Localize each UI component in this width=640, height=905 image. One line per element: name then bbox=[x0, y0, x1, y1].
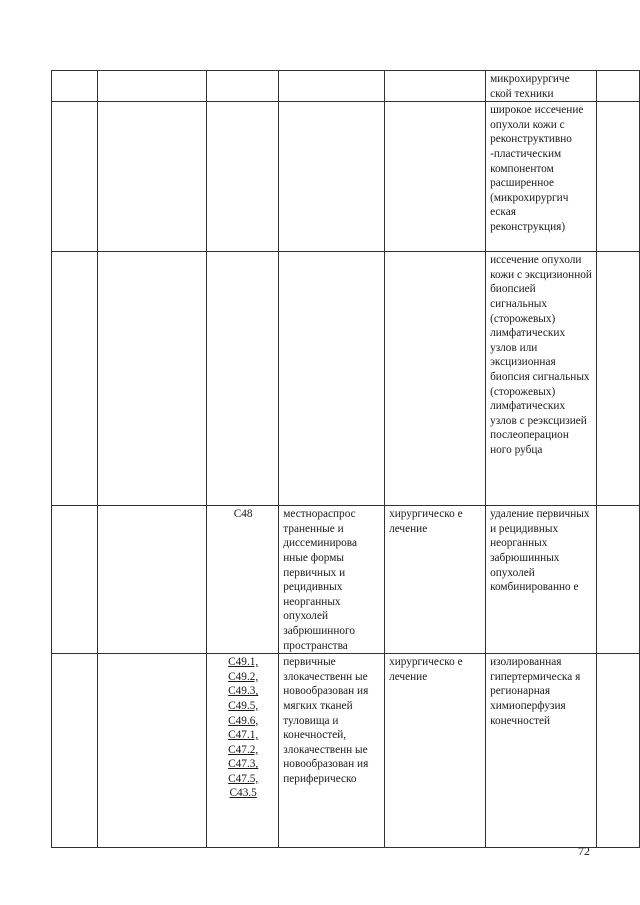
icd-code: C47.3, bbox=[228, 758, 259, 771]
number-cell bbox=[52, 71, 98, 102]
description-cell: местнораспрос траненные и диссеминирова нные формы первичных и рецидивных неорганных опухолей забрюшинного пространства bbox=[279, 506, 385, 654]
code-cell bbox=[207, 71, 279, 102]
icd-code: C43.5 bbox=[229, 787, 257, 800]
icd-code: C49.2, bbox=[228, 670, 259, 683]
icd-code: C49.6, bbox=[228, 714, 259, 727]
norm-cell bbox=[596, 506, 639, 654]
icd-code: C49.1, bbox=[228, 656, 259, 669]
code-cell bbox=[207, 102, 279, 252]
number-cell bbox=[52, 506, 98, 654]
treatment-type-cell: хирургическо е лечение bbox=[385, 654, 486, 848]
treatment-type-cell bbox=[385, 102, 486, 252]
icd-code: C47.2, bbox=[228, 743, 259, 756]
codes-cell bbox=[207, 654, 279, 848]
norm-cell bbox=[596, 102, 639, 252]
treatment-type-cell bbox=[385, 71, 486, 102]
norm-cell bbox=[596, 71, 639, 102]
icd-code: C47.5, bbox=[228, 772, 259, 785]
treatment-type-cell: хирургическо е лечение bbox=[385, 506, 486, 654]
method-cell: иссечение опухоли кожи с эксцизионной биопсией сигнальных (сторожевых) лимфатических узлов или эксцизионная биопсия сигнальных (сторожевых) лимфатических узлов с реэксцизией послеоперацион ного рубца bbox=[486, 252, 597, 506]
icd-code: C49.3, bbox=[228, 685, 259, 698]
number-cell bbox=[52, 252, 98, 506]
description-cell bbox=[279, 252, 385, 506]
table-row bbox=[52, 506, 640, 654]
norm-cell bbox=[596, 252, 639, 506]
icd-code: C49.5, bbox=[228, 699, 259, 712]
profile-cell bbox=[97, 654, 206, 848]
table-row bbox=[52, 654, 640, 848]
profile-cell bbox=[97, 71, 206, 102]
profile-cell bbox=[97, 252, 206, 506]
profile-cell bbox=[97, 102, 206, 252]
page-number: 72 bbox=[578, 844, 590, 858]
code-cell bbox=[207, 252, 279, 506]
method-cell: изолированная гипертермическа я регионарная химиоперфузия конечностей bbox=[486, 654, 597, 848]
table-row bbox=[52, 102, 640, 252]
table-row bbox=[52, 71, 640, 102]
profile-cell bbox=[97, 506, 206, 654]
code-cell: C48 bbox=[207, 506, 279, 654]
services-table bbox=[51, 70, 640, 848]
description-cell bbox=[279, 71, 385, 102]
number-cell bbox=[52, 654, 98, 848]
description-cell bbox=[279, 102, 385, 252]
number-cell bbox=[52, 102, 98, 252]
method-cell: широкое иссечение опухоли кожи с реконструктивно -пластическим компонентом расширенное (микрохирургич еская реконструкция) bbox=[486, 102, 597, 252]
method-cell: удаление первичных и рецидивных неорганных забрюшинных опухолей комбинированно е bbox=[486, 506, 597, 654]
norm-cell bbox=[596, 654, 639, 848]
method-cell: микрохирургиче ской техники bbox=[486, 71, 597, 102]
description-cell: первичные злокачественн ые новообразован ия мягких тканей туловища и конечностей, злокачественн ые новообразован ия периферическо bbox=[279, 654, 385, 848]
icd-code: C47.1, bbox=[228, 729, 259, 742]
treatment-type-cell bbox=[385, 252, 486, 506]
table-row bbox=[52, 252, 640, 506]
